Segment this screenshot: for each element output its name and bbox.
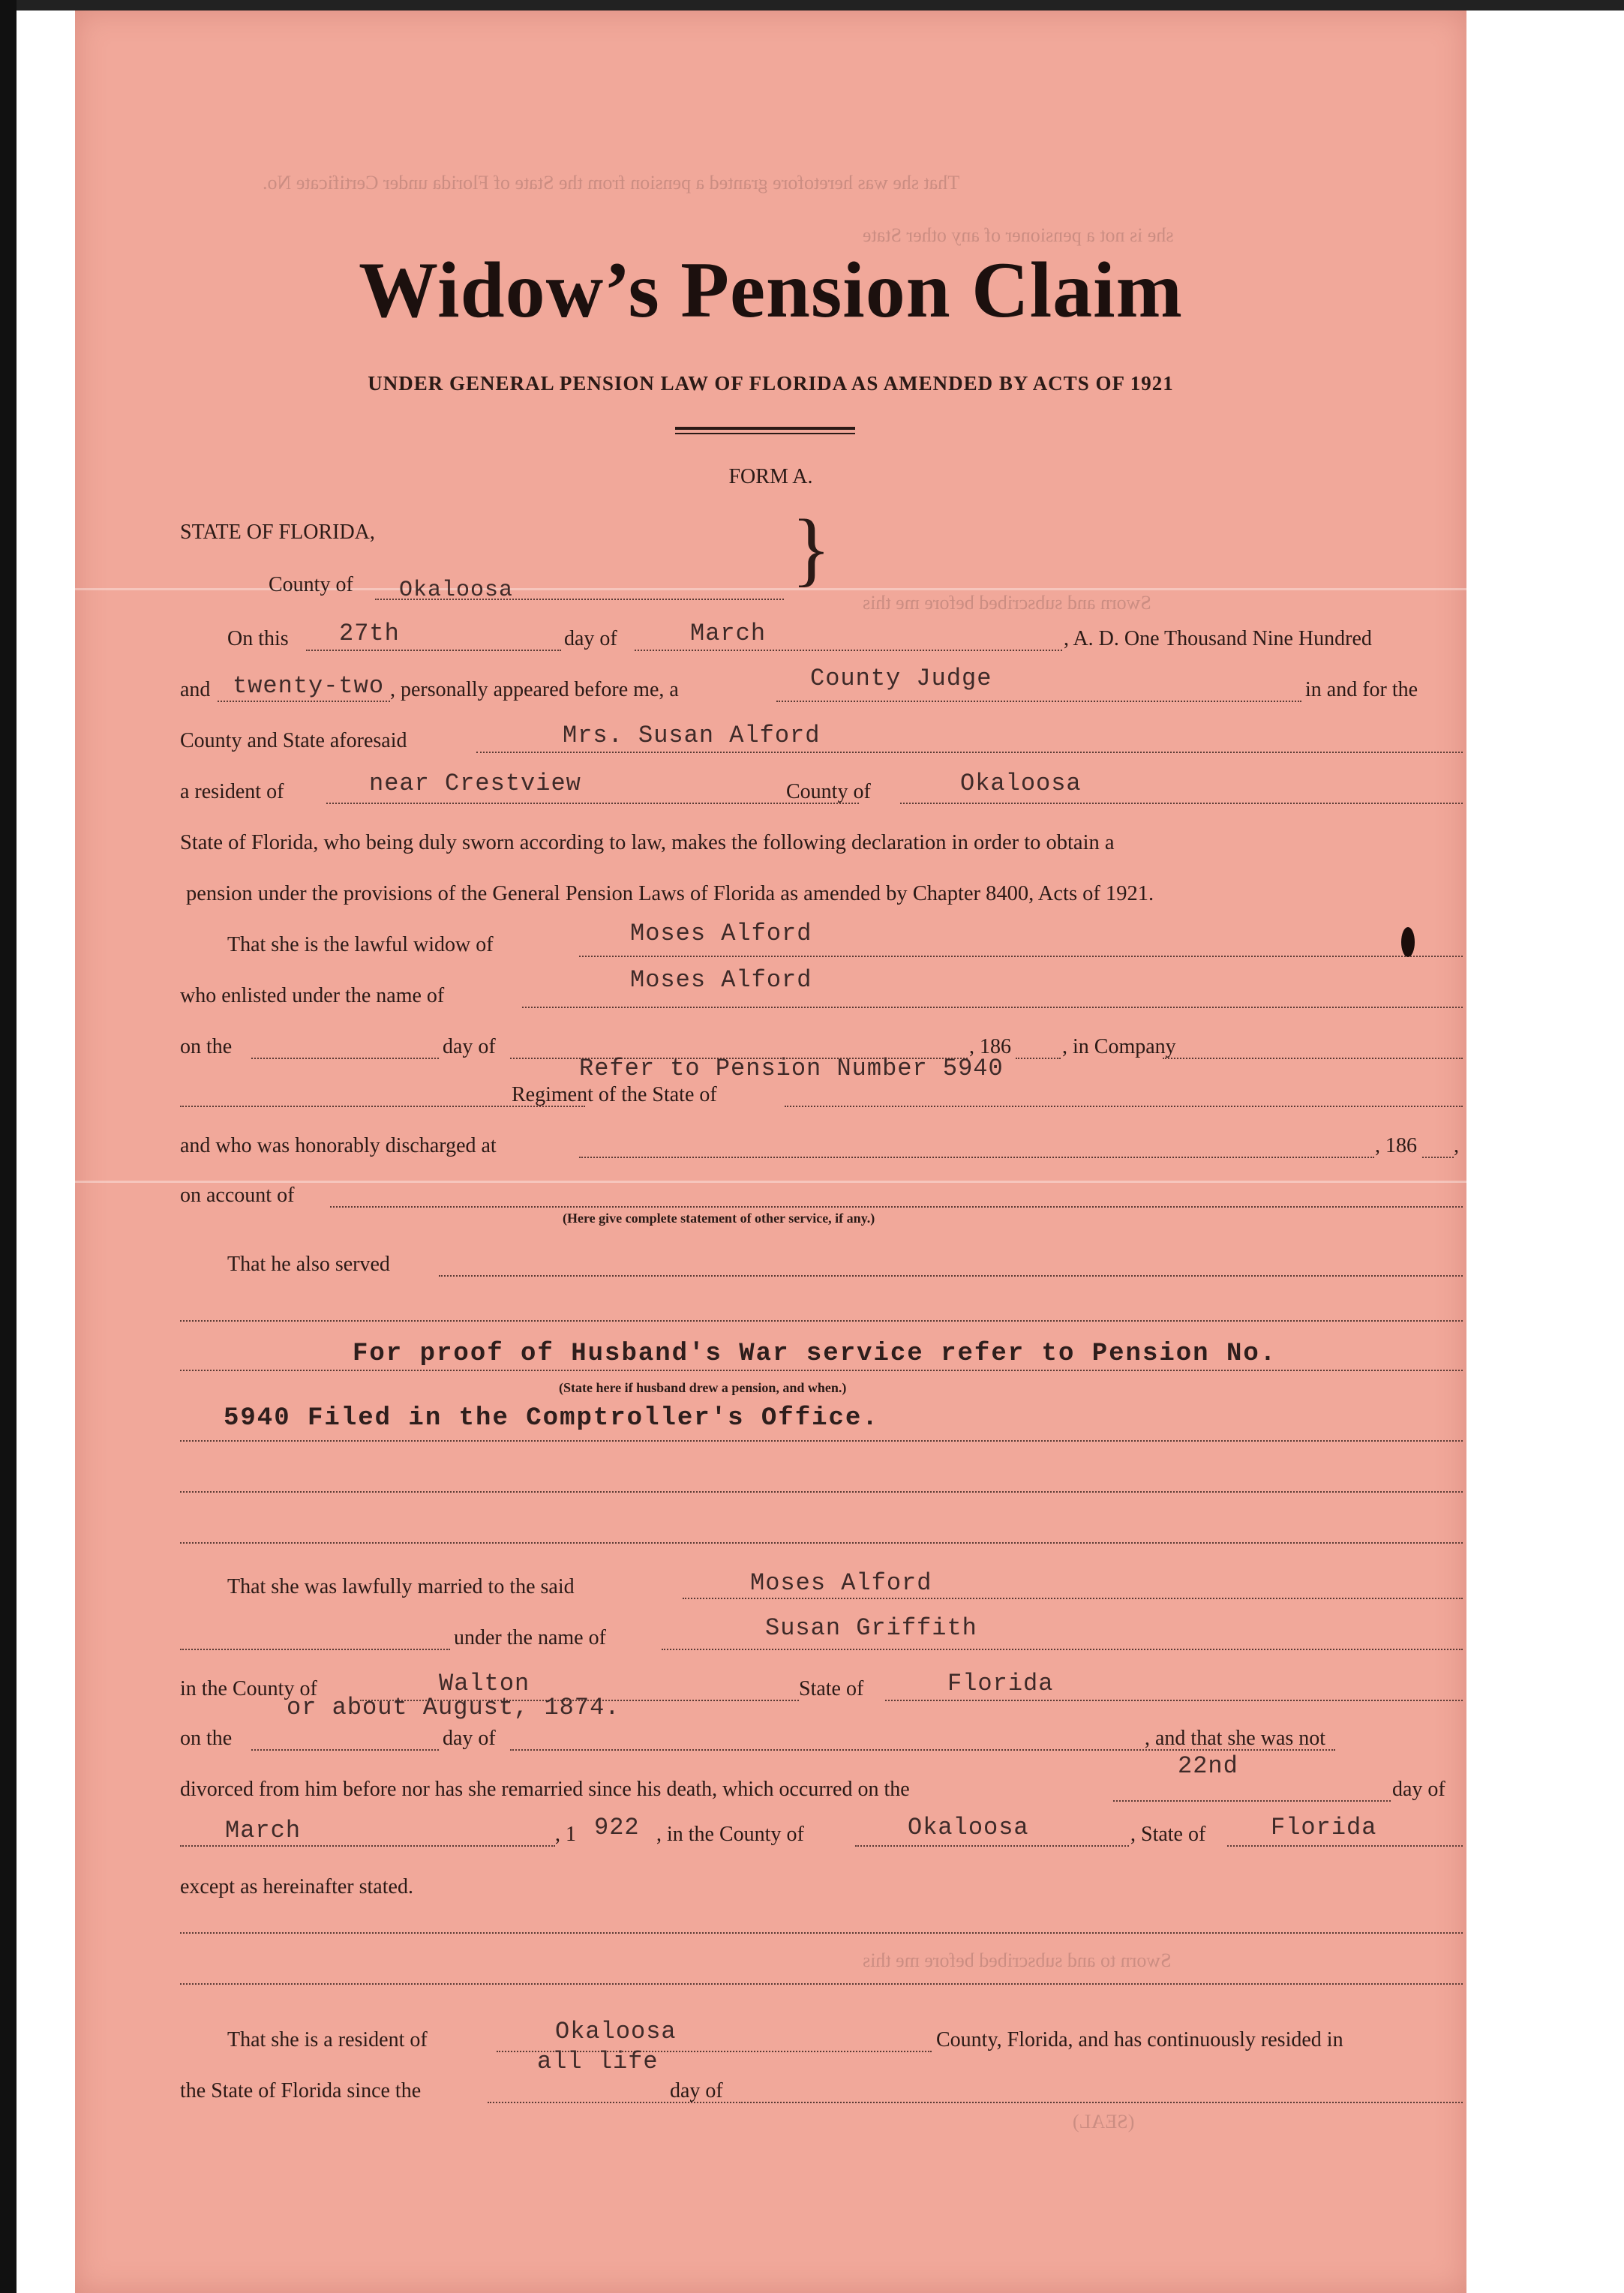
service-husband-line bbox=[579, 956, 1463, 957]
intro-personally: , personally appeared before me, a bbox=[390, 678, 679, 701]
marriage-death-day-value: 22nd bbox=[1178, 1752, 1238, 1780]
intro-year-value: twenty-two bbox=[233, 672, 385, 700]
intro-month-line bbox=[635, 650, 1062, 651]
intro-in-and-for: in and for the bbox=[1305, 678, 1418, 701]
marriage-death-county-line bbox=[855, 1845, 1129, 1847]
paper-fold-line bbox=[75, 1181, 1466, 1183]
intro-day-line bbox=[306, 650, 561, 651]
marriage-death-county-value: Okaloosa bbox=[908, 1814, 1029, 1841]
county-value: Okaloosa bbox=[399, 578, 514, 603]
service-blank-line-2 bbox=[180, 1542, 1463, 1544]
declaration-line-1: State of Florida, who being duly sworn according to law, makes the following declaration in order to obtain a bbox=[180, 831, 1115, 854]
service-discharged-year-line bbox=[1422, 1157, 1454, 1158]
service-account-line bbox=[330, 1206, 1463, 1208]
service-regiment-state-line bbox=[785, 1106, 1463, 1107]
scan-top-border bbox=[0, 0, 1624, 11]
county-label: County of bbox=[269, 573, 353, 596]
bleedthrough-line-5: (SEAL) bbox=[1073, 2111, 1135, 2132]
bleedthrough-line-4: Sworn to and subscribed before me this bbox=[863, 1949, 1172, 1971]
intro-month-value: March bbox=[690, 620, 767, 647]
marriage-on-the: on the bbox=[180, 1727, 233, 1750]
marriage-married-to: That she was lawfully married to the said bbox=[227, 1575, 575, 1598]
intro-residence-value: near Crestview bbox=[369, 770, 581, 797]
service-year-line bbox=[1016, 1058, 1061, 1059]
declaration-line-2: pension under the provisions of the General Pension Laws of Florida as amended by Chapter 8400, Acts of 1921. bbox=[186, 882, 1154, 905]
service-company-line bbox=[1163, 1058, 1463, 1059]
marriage-spouse-line bbox=[683, 1598, 1463, 1599]
note-other-service: (Here give complete statement of other service, if any.) bbox=[563, 1211, 875, 1226]
marriage-death-year-value: 922 bbox=[594, 1814, 640, 1841]
marriage-day-line bbox=[251, 1749, 439, 1751]
marriage-year-prefix: , 1 bbox=[555, 1823, 576, 1846]
marriage-divorced-text: divorced from him before nor has she remarried since his death, which occurred on the bbox=[180, 1778, 910, 1801]
marriage-spouse-value: Moses Alford bbox=[750, 1569, 932, 1597]
county-brace: } bbox=[791, 503, 831, 594]
intro-claimant-value: Mrs. Susan Alford bbox=[563, 722, 821, 749]
intro-residence-line bbox=[326, 803, 859, 804]
marriage-maiden-value: Susan Griffith bbox=[765, 1614, 977, 1642]
service-also-served: That he also served bbox=[227, 1253, 390, 1276]
service-year-186b: , 186 bbox=[1375, 1134, 1417, 1157]
marriage-in-the-county: , in the County of bbox=[656, 1823, 804, 1846]
form-title: Widow’s Pension Claim bbox=[359, 246, 1183, 334]
residence-resident-of: That she is a resident of bbox=[227, 2028, 428, 2051]
title-rule bbox=[675, 427, 855, 434]
intro-official-line bbox=[776, 701, 1301, 702]
intro-county2-value: Okaloosa bbox=[960, 770, 1082, 797]
service-day-of: day of bbox=[443, 1035, 496, 1058]
marriage-death-state-value: Florida bbox=[1271, 1814, 1377, 1841]
marriage-state-of: State of bbox=[799, 1677, 864, 1700]
marriage-county-value: Walton bbox=[439, 1670, 530, 1697]
service-on-account: on account of bbox=[180, 1184, 295, 1207]
service-in-company: , in Company bbox=[1062, 1035, 1176, 1058]
service-enlisted-value: Moses Alford bbox=[630, 966, 812, 994]
marriage-blank-line-2 bbox=[180, 1983, 1463, 1985]
marriage-maiden-line bbox=[662, 1649, 1463, 1650]
intro-day-value: 27th bbox=[339, 620, 400, 647]
service-on-the: on the bbox=[180, 1035, 233, 1058]
service-filed-line bbox=[180, 1440, 1463, 1442]
marriage-name-prefix-line bbox=[180, 1649, 450, 1650]
service-regiment-value: Refer to Pension Number 5940 bbox=[579, 1055, 1004, 1082]
residence-month-line bbox=[739, 2102, 1463, 2103]
residence-county-value: Okaloosa bbox=[555, 2018, 677, 2045]
ink-blot bbox=[1401, 927, 1415, 957]
form-subtitle: UNDER GENERAL PENSION LAW OF FLORIDA AS AMENDED BY ACTS OF 1921 bbox=[368, 372, 1174, 395]
residence-day-of: day of bbox=[670, 2079, 723, 2102]
form-paper bbox=[75, 11, 1466, 2293]
service-discharged: and who was honorably discharged at bbox=[180, 1134, 497, 1157]
service-regiment-label: Regiment of the State of bbox=[512, 1083, 717, 1106]
service-day-line bbox=[251, 1058, 439, 1059]
marriage-except: except as hereinafter stated. bbox=[180, 1875, 413, 1898]
bleedthrough-line-1: That she was heretofore granted a pension from the State of Florida under Certificate No. bbox=[263, 172, 960, 194]
service-discharged-line bbox=[579, 1157, 1374, 1158]
service-also-line-2 bbox=[180, 1320, 1463, 1322]
marriage-date-value: or about August, 1874. bbox=[287, 1694, 620, 1721]
marriage-death-month-value: March bbox=[225, 1817, 302, 1844]
marriage-day-of-2: day of bbox=[1392, 1778, 1445, 1801]
residence-county-florida: County, Florida, and has continuously resided in bbox=[936, 2028, 1343, 2051]
intro-and: and bbox=[180, 678, 211, 701]
service-widow-of: That she is the lawful widow of bbox=[227, 933, 494, 956]
marriage-day-of: day of bbox=[443, 1727, 496, 1750]
intro-official-value: County Judge bbox=[810, 665, 992, 692]
service-blank-line-1 bbox=[180, 1491, 1463, 1493]
service-discharged-comma: , bbox=[1454, 1134, 1459, 1157]
intro-year-line bbox=[218, 701, 390, 702]
service-husband-value: Moses Alford bbox=[630, 920, 812, 947]
marriage-blank-line-1 bbox=[180, 1932, 1463, 1934]
service-proof-value: For proof of Husband's War service refer to Pension No. bbox=[353, 1340, 1277, 1368]
service-year-186: , 186 bbox=[969, 1035, 1011, 1058]
intro-county-state: County and State aforesaid bbox=[180, 729, 407, 752]
marriage-under-name: under the name of bbox=[454, 1626, 606, 1649]
service-also-line bbox=[439, 1275, 1463, 1277]
state-heading: STATE OF FLORIDA, bbox=[180, 521, 375, 544]
intro-claimant-line bbox=[476, 752, 1463, 753]
form-label: FORM A. bbox=[728, 465, 813, 488]
residence-since-value: all life bbox=[537, 2048, 659, 2075]
scan-left-border bbox=[0, 0, 17, 2293]
marriage-state-value: Florida bbox=[947, 1670, 1054, 1697]
marriage-death-state-line bbox=[1227, 1845, 1463, 1847]
intro-day-of: day of bbox=[564, 627, 617, 650]
intro-county2-line bbox=[900, 803, 1463, 804]
service-enlisted-under: who enlisted under the name of bbox=[180, 984, 445, 1007]
marriage-state-line bbox=[885, 1700, 1463, 1701]
service-proof-line bbox=[180, 1370, 1463, 1371]
note-pension: (State here if husband drew a pension, and when.) bbox=[559, 1380, 847, 1395]
intro-on-this: On this bbox=[227, 627, 289, 650]
marriage-death-month-line bbox=[180, 1845, 555, 1847]
bleedthrough-line-2: she is not a pensioner of any other State bbox=[863, 224, 1174, 246]
marriage-in-county: in the County of bbox=[180, 1677, 317, 1700]
service-enlisted-line bbox=[522, 1007, 1463, 1008]
service-filed-value: 5940 Filed in the Comptroller's Office. bbox=[224, 1404, 879, 1433]
marriage-state-of-2: , State of bbox=[1130, 1823, 1206, 1846]
marriage-death-day-line bbox=[1113, 1800, 1391, 1802]
intro-ad-text: , A. D. One Thousand Nine Hundred bbox=[1064, 627, 1372, 650]
intro-resident-of: a resident of bbox=[180, 780, 284, 803]
intro-county-of: County of bbox=[786, 780, 871, 803]
marriage-not-divorced: , and that she was not bbox=[1145, 1727, 1326, 1750]
bleedthrough-line-3: Sworn and subscribed before me this bbox=[863, 592, 1151, 614]
residence-since-text: the State of Florida since the bbox=[180, 2079, 422, 2102]
